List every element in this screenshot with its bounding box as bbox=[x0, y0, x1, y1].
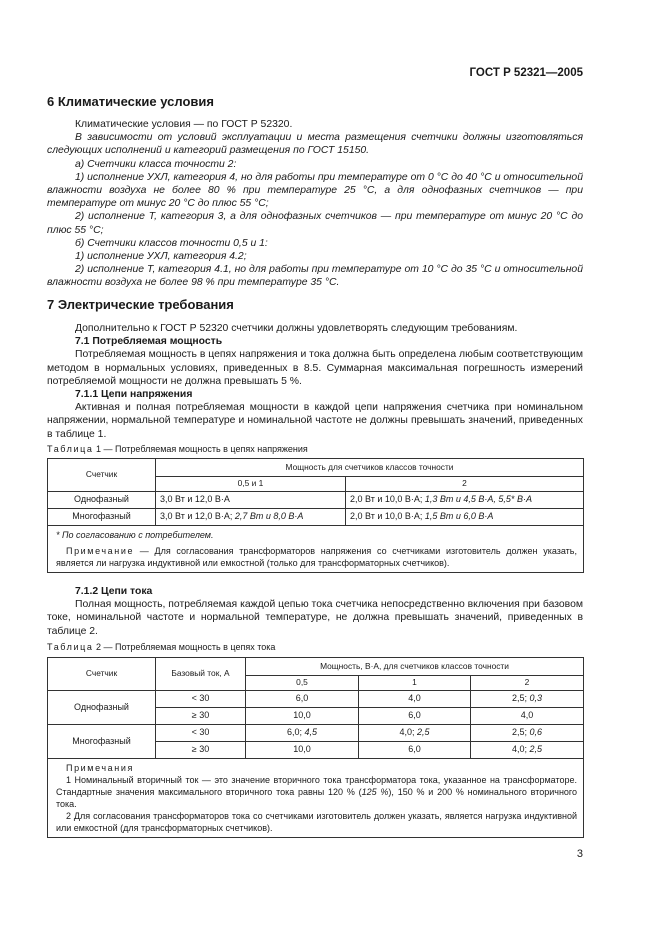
t2-r3-c3 bbox=[471, 725, 584, 742]
table2-caption bbox=[47, 641, 275, 653]
table-row bbox=[48, 725, 584, 742]
t1-r1-c2-b: 1,3 Вт и 4,5 В·А, 5,5* В·А bbox=[424, 494, 532, 505]
t1-head-counter: Счетчик bbox=[48, 459, 156, 492]
t1-r2-c1 bbox=[156, 509, 346, 526]
s71-heading: 7.1 Потребляемая мощность bbox=[75, 336, 223, 348]
section-6-title: 6 Климатические условия bbox=[47, 94, 214, 109]
t2-r3-c2 bbox=[359, 725, 471, 742]
t2-head-c2: 1 bbox=[359, 676, 471, 691]
t2-r3-name: Многофазный bbox=[48, 725, 156, 759]
t2-note-1-a: 1 Номинальный вторичный ток — это значение вторичного тока трансформатора тока, указанное на трансформаторе. Стандартные значения максимального вторичного тока равны 120 % ( bbox=[56, 775, 578, 797]
t2-r1-c3 bbox=[471, 691, 584, 708]
t2-r3-c1-b: 4,5 bbox=[304, 727, 318, 738]
table-1 bbox=[47, 458, 584, 573]
t2-head-counter: Счетчик bbox=[48, 658, 156, 691]
s6-a: а) Счетчики класса точности 2: bbox=[75, 158, 237, 170]
t1-r2-c1-b: 2,7 Вт и 8,0 В·А bbox=[234, 511, 304, 522]
t2-r2-c1: 10,0 bbox=[246, 708, 359, 725]
t1-r2-c2-a: 2,0 Вт и 10,0 В·А; bbox=[350, 511, 425, 522]
t2-r3-c2-b: 2,5 bbox=[417, 727, 430, 738]
s6-a2: 2) исполнение Т, категория 3, а для однофазных счетчиков — при температуре от минус 20 °С до плюс 55 °С; bbox=[47, 211, 583, 236]
s7-p1: Дополнительно к ГОСТ Р 52320 счетчики должны удовлетворять следующим требованиям. bbox=[75, 323, 518, 334]
t1-note-rest: — Для согласования трансформаторов напряжения со счетчиками изготовитель должен указать, является ли нагрузка индуктивной или емкостной (только для трансформаторных счетчиков). bbox=[56, 546, 577, 568]
t2-r2-c2: 6,0 bbox=[359, 708, 471, 725]
t2-head-c1: 0,5 bbox=[246, 676, 359, 691]
t1-r2-c2-b: 1,5 Вт и 6,0 В·А bbox=[424, 511, 494, 522]
t1-r1-c2 bbox=[346, 492, 584, 509]
table1-caption-rest: 1 — Потребляемая мощность в цепях напряжения bbox=[93, 444, 308, 454]
t2-r3-c3-a: 2,5; bbox=[511, 727, 530, 738]
s6-b1: 1) исполнение УХЛ, категория 4.2; bbox=[75, 251, 247, 263]
t2-r4-c3-b: 2,5 bbox=[529, 744, 543, 755]
section-6-body bbox=[47, 118, 583, 290]
t2-r3-c3-b: 0,6 bbox=[529, 727, 543, 738]
s6-p2: В зависимости от условий эксплуатации и места размещения счетчики должны изготовляться следующих исполнений и категорий размещения по ГОСТ 15150. bbox=[47, 132, 583, 157]
t2-r4-c3-a: 4,0; bbox=[511, 744, 530, 755]
table1-caption bbox=[47, 443, 308, 455]
t2-r4-base: ≥ 30 bbox=[156, 742, 246, 759]
t1-footnote: * По согласованию с потребителем. bbox=[56, 530, 214, 540]
s6-a1: 1) исполнение УХЛ, категория 4, но для работы при температуре от 0 °С до 40 °С и относительной влажности воздуха не более 80 % при температуре 25 °С, а для однофазных счетчиков — при температуре от минус 20 °С до плюс 55 °С; bbox=[47, 171, 583, 210]
t1-r2-name: Многофазный bbox=[48, 509, 156, 526]
t2-r3-c1-a: 6,0; bbox=[286, 727, 305, 738]
t2-r1-base: < 30 bbox=[156, 691, 246, 708]
table1-caption-word: Таблица bbox=[47, 444, 94, 454]
t2-r3-base: < 30 bbox=[156, 725, 246, 742]
document-code: ГОСТ Р 52321—2005 bbox=[469, 67, 583, 79]
s71-text: Потребляемая мощность в цепях напряжения и тока должна быть определена любым соответствующим методом в нормальных условиях, приведенных в 8.5. Суммарная максимальная погрешность измерений потребляемой мощности не должна превышать 5 %. bbox=[47, 349, 583, 387]
t1-r1-c1: 3,0 Вт и 12,0 В·А bbox=[156, 492, 346, 509]
s6-b: б) Счетчики классов точности 0,5 и 1: bbox=[75, 237, 268, 249]
table-2 bbox=[47, 657, 584, 838]
t1-r2-c2 bbox=[346, 509, 584, 526]
t2-head-power: Мощность, В·А, для счетчиков классов точности bbox=[246, 658, 584, 676]
t2-r3-c2-a: 4,0; bbox=[399, 727, 417, 738]
t2-note-1-c: ), 150 % и 200 % номинального вторичного тока. bbox=[56, 787, 578, 809]
s712-text: Полная мощность, потребляемая каждой цепью тока счетчика непосредственно включения при базовом токе, номинальной частоте и нормальной температуре, не должна превышать значений, приведенных в таблице 2. bbox=[47, 599, 583, 637]
t2-note-2: 2 Для согласования трансформаторов тока со счетчиками изготовитель должен указать, является нагрузка индуктивной или емкостной (для трансформаторных счетчиков). bbox=[56, 811, 578, 833]
t2-head-base: Базовый ток, А bbox=[156, 658, 246, 691]
t1-head-class1: 0,5 и 1 bbox=[156, 477, 346, 492]
t1-r1-name: Однофазный bbox=[48, 492, 156, 509]
t1-note-word: Примечание bbox=[66, 546, 135, 556]
table-row bbox=[48, 492, 584, 509]
t1-r1-c2-a: 2,0 Вт и 10,0 В·А; bbox=[350, 494, 425, 505]
t1-head-class2: 2 bbox=[346, 477, 584, 492]
t2-r3-c1 bbox=[246, 725, 359, 742]
table-row bbox=[48, 509, 584, 526]
t2-r4-c1: 10,0 bbox=[246, 742, 359, 759]
section-712 bbox=[47, 585, 583, 638]
page-number: 3 bbox=[576, 848, 583, 860]
t1-r2-c1-a: 3,0 Вт и 12,0 В·А; bbox=[160, 511, 235, 522]
t2-r1-c2: 4,0 bbox=[359, 691, 471, 708]
t2-note-1-b: 125 % bbox=[361, 787, 389, 797]
s712-heading: 7.1.2 Цепи тока bbox=[75, 586, 153, 597]
t1-head-power: Мощность для счетчиков классов точности bbox=[156, 459, 584, 477]
s711-text: Активная и полная потребляемая мощности в каждой цепи напряжения счетчика при номинальном напряжении, нормальной температуре и номинальной частоте не должны превышать значений, приведенных в таблице 1. bbox=[47, 402, 583, 440]
t2-notes bbox=[48, 759, 584, 838]
t2-r1-c3-a: 2,5; bbox=[511, 693, 530, 704]
t2-head-c3: 2 bbox=[471, 676, 584, 691]
table2-caption-word: Таблица bbox=[47, 642, 94, 652]
section-7-body bbox=[47, 322, 583, 441]
t2-r2-base: ≥ 30 bbox=[156, 708, 246, 725]
s6-p1: Климатические условия — по ГОСТ Р 52320. bbox=[75, 119, 293, 130]
table-row bbox=[48, 691, 584, 708]
t2-r4-c3 bbox=[471, 742, 584, 759]
t2-r1-c3-b: 0,3 bbox=[529, 693, 543, 704]
s711-heading: 7.1.1 Цепи напряжения bbox=[75, 389, 193, 401]
t2-r2-c3: 4,0 bbox=[471, 708, 584, 725]
t1-notes bbox=[48, 526, 584, 573]
t2-r1-name: Однофазный bbox=[48, 691, 156, 725]
section-7-title: 7 Электрические требования bbox=[47, 297, 234, 312]
t2-notes-word: Примечания bbox=[66, 763, 134, 773]
table2-caption-rest: 2 — Потребляемая мощность в цепях тока bbox=[93, 642, 276, 652]
t1-note bbox=[56, 545, 577, 569]
t2-r4-c2: 6,0 bbox=[359, 742, 471, 759]
t2-note-1 bbox=[56, 774, 577, 810]
s6-b2: 2) исполнение Т, категория 4.1, но для работы при температуре от 10 °С до 35 °С и относительной влажности воздуха не более 98 % при температуре 35 °С. bbox=[47, 264, 583, 289]
t2-r1-c1: 6,0 bbox=[246, 691, 359, 708]
